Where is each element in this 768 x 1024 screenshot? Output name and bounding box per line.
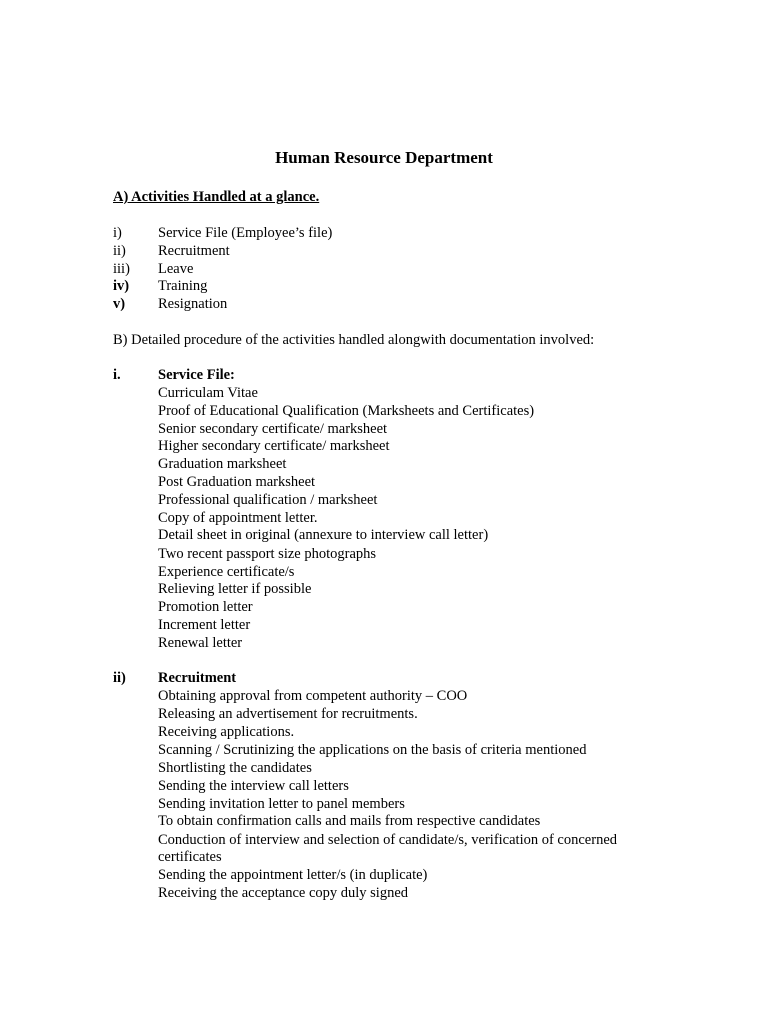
list-item: Detail sheet in original (annexure to interview call letter): [158, 527, 489, 543]
list-item: Experience certificate/s: [158, 564, 295, 580]
list-item: Promotion letter: [158, 599, 253, 615]
activity-label: Recruitment: [158, 243, 230, 259]
activity-label: Resignation: [158, 296, 228, 312]
list-item: To obtain confirmation calls and mails from respective candidates: [158, 813, 541, 829]
list-item: Graduation marksheet: [158, 456, 287, 472]
list-item: Curriculam Vitae: [158, 385, 258, 401]
list-item: Obtaining approval from competent authority – COO: [158, 688, 468, 704]
list-item: Increment letter: [158, 617, 251, 633]
list-item: Sending the appointment letter/s (in duplicate): [158, 867, 428, 883]
activity-number: iii): [113, 261, 130, 277]
section-b-heading: B) Detailed procedure of the activities handled alongwith documentation involved:: [113, 332, 595, 348]
list-item: certificates: [158, 849, 222, 865]
activity-number: ii): [113, 243, 126, 259]
section-number: i.: [113, 367, 121, 383]
activity-number: i): [113, 225, 122, 241]
list-item: Higher secondary certificate/ marksheet: [158, 438, 390, 454]
list-item: Relieving letter if possible: [158, 581, 312, 597]
list-item: Proof of Educational Qualification (Marksheets and Certificates): [158, 403, 535, 419]
list-item: Sending invitation letter to panel members: [158, 796, 405, 812]
list-item: Receiving the acceptance copy duly signed: [158, 885, 409, 901]
list-item: Renewal letter: [158, 635, 243, 651]
list-item: Two recent passport size photographs: [158, 546, 377, 562]
list-item: Sending the interview call letters: [158, 778, 349, 794]
list-item: Conduction of interview and selection of candidate/s, verification of concerned: [158, 832, 618, 848]
activity-label: Leave: [158, 261, 194, 277]
list-item: Releasing an advertisement for recruitments.: [158, 706, 418, 722]
activity-number: iv): [113, 278, 130, 294]
activity-label: Service File (Employee’s file): [158, 225, 333, 241]
section-heading: Service File:: [158, 367, 235, 383]
list-item: Scanning / Scrutinizing the applications on the basis of criteria mentioned: [158, 742, 587, 758]
activity-number: v): [113, 296, 126, 312]
page-title: Human Resource Department: [275, 148, 493, 167]
list-item: Professional qualification / marksheet: [158, 492, 378, 508]
list-item: Post Graduation marksheet: [158, 474, 316, 490]
section-heading: Recruitment: [158, 670, 237, 686]
list-item: Receiving applications.: [158, 724, 295, 740]
section-number: ii): [113, 670, 126, 686]
list-item: Shortlisting the candidates: [158, 760, 312, 776]
activity-label: Training: [158, 278, 208, 294]
section-a-heading: A) Activities Handled at a glance.: [113, 189, 320, 205]
list-item: Copy of appointment letter.: [158, 510, 318, 526]
list-item: Senior secondary certificate/ marksheet: [158, 421, 388, 437]
